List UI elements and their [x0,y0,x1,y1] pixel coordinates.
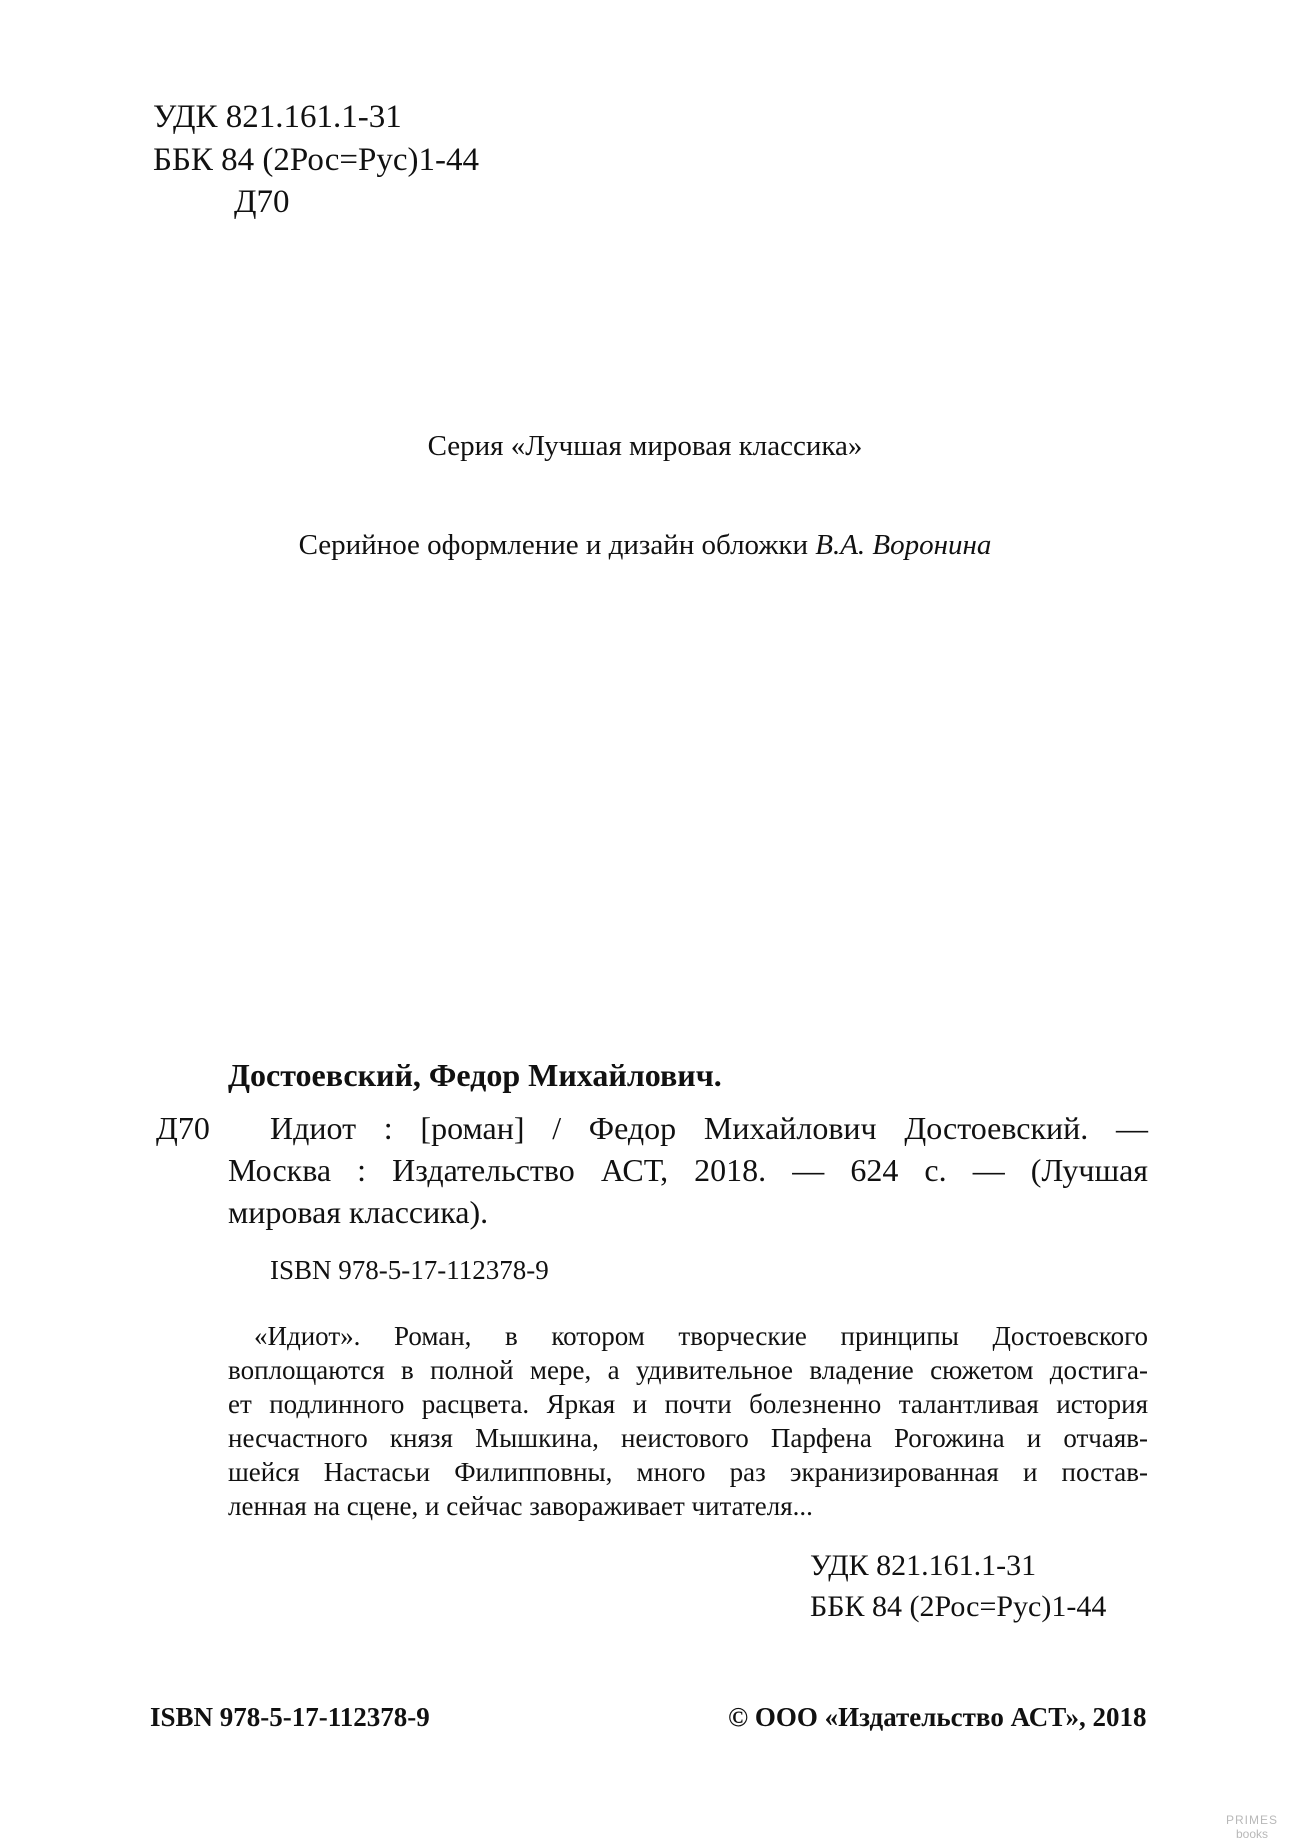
bottom-bbk-code: ББК 84 (2Рос=Рус)1-44 [810,1590,1107,1623]
bottom-udk-code: УДК 821.161.1-31 [810,1549,1037,1582]
top-bbk-code: ББК 84 (2Рос=Рус)1-44 [153,142,479,178]
top-udk-code: УДК 821.161.1-31 [153,99,402,135]
entry-line: Идиот : [роман] / Федор Михайлович Достоевский. — [270,1110,1148,1146]
annotation-line: ленная на сцене, и сейчас завораживает читателя... [228,1491,813,1521]
top-author-code: Д70 [234,184,290,220]
author-heading: Достоевский, Федор Михайлович. [228,1057,722,1093]
watermark-line-1: PRIMES [1225,1813,1278,1827]
footer-copyright: © ООО «Издательство АСТ», 2018 [728,1702,1147,1732]
entry-isbn: ISBN 978-5-17-112378-9 [270,1255,549,1285]
footer-isbn: ISBN 978-5-17-112378-9 [150,1702,430,1732]
design-credit [0,527,1290,563]
series-title: Серия «Лучшая мировая классика» [427,430,863,462]
entry-line: мировая классика). [228,1194,489,1230]
design-credit-text: Серийное оформление и дизайн обложки [298,529,816,561]
annotation-line: воплощаются в полной мере, а удивительное владение сюжетом достига- [228,1355,1148,1385]
watermark-logo [1222,1813,1282,1841]
annotation-line: «Идиот». Роман, в котором творческие принципы Достоевского [254,1321,1148,1351]
annotation-line: шейся Настасьи Филипповны, много раз экранизированная и постав- [228,1457,1148,1487]
entry-line: Москва : Издательство АСТ, 2018. — 624 с. — (Лучшая [228,1152,1148,1188]
annotation-line: ет подлинного расцвета. Яркая и почти болезненно талантливая история [228,1389,1148,1419]
watermark-line-2: books [1235,1827,1269,1841]
designer-name: В.А. Воронина [815,529,992,561]
entry-author-code: Д70 [156,1110,210,1146]
annotation-line: несчастного князя Мышкина, неистового Парфена Рогожина и отчаяв- [228,1423,1148,1453]
